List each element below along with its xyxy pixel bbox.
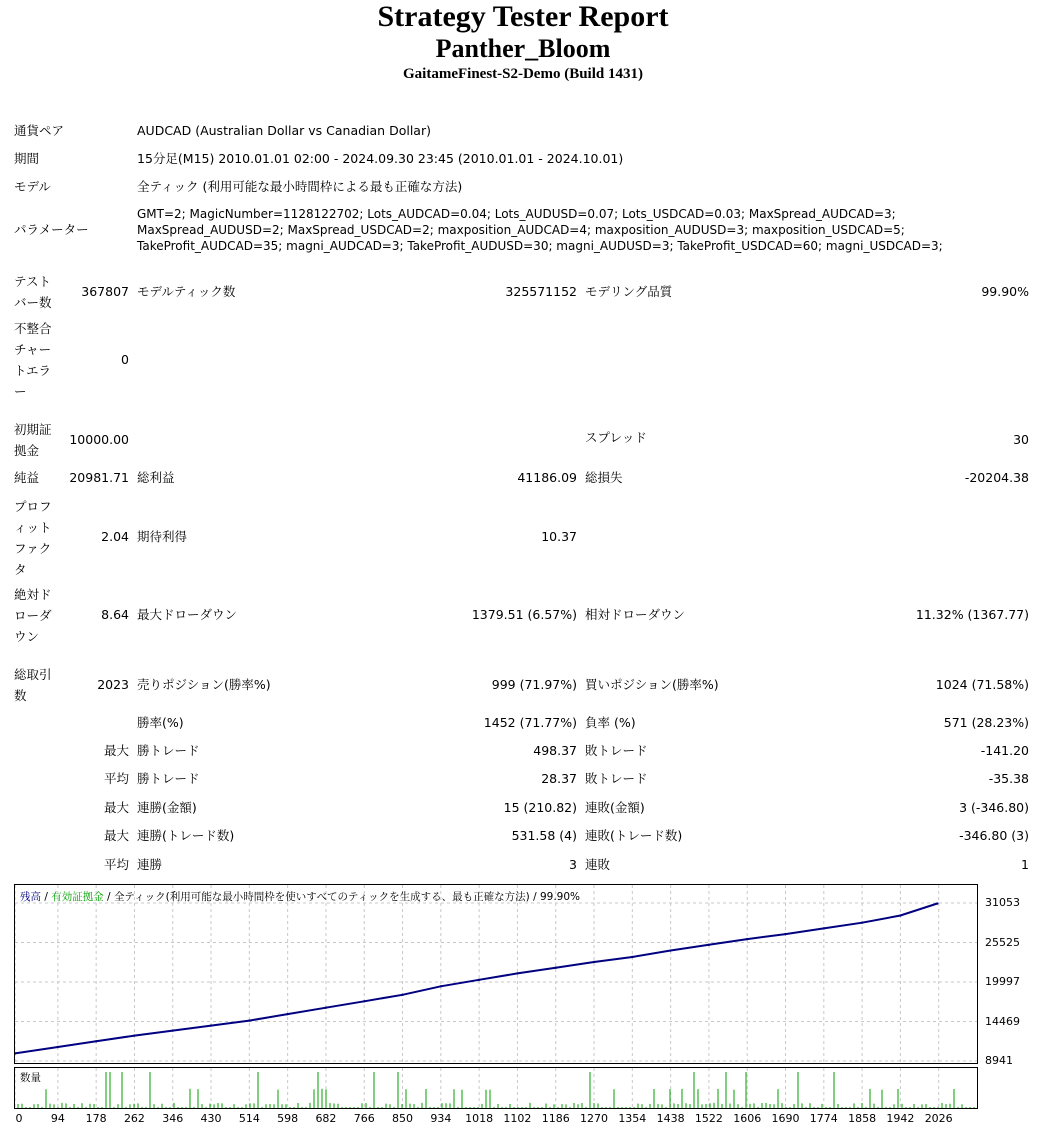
server-name: GaitameFinest-S2-Demo (Build 1431) [403, 66, 643, 82]
ticks-label: モデルティック数 [137, 284, 236, 299]
short-value: 999 (71.97%) [491, 677, 577, 692]
balance-point-22 [861, 921, 863, 923]
deposit-value: 10000.00 [69, 432, 129, 447]
mismatch-label: 不整合チャートエラー [14, 321, 52, 399]
x-tick-label-22: 1858 [848, 1112, 877, 1125]
x-tick-label-7: 598 [277, 1112, 299, 1125]
x-tick-label-12: 1018 [465, 1112, 494, 1125]
avg-win-label: 勝トレード [137, 771, 200, 786]
gross-loss-value: -20204.38 [964, 470, 1029, 485]
balance-point-15 [593, 961, 595, 963]
params-line-2: MaxSpread_AUDUSD=2; MaxSpread_USDCAD=2; maxposition_AUDCAD=4; maxposition_AUDUSD=3; maxposition_USDCAD=5; [137, 223, 905, 237]
max-loss-label: 敗トレード [585, 743, 648, 758]
period-label: 期間 [14, 151, 40, 166]
balance-point-21 [823, 927, 825, 929]
ticks-value: 325571152 [505, 284, 577, 299]
x-tick-label-20: 1690 [771, 1112, 800, 1125]
balance-point-7 [286, 1013, 288, 1015]
report-title: Strategy Tester Report [377, 0, 669, 33]
max-win-value: 498.37 [533, 743, 577, 758]
balance-point-5 [210, 1024, 212, 1026]
x-tick-label-0: 0 [15, 1112, 23, 1125]
x-tick-label-21: 1774 [809, 1112, 838, 1125]
ea-name: Panther_Bloom [435, 34, 611, 63]
max-consec-loss2-label: 連敗(トレード数) [585, 828, 683, 843]
max-dd-value: 1379.51 (6.57%) [471, 607, 577, 622]
x-tick-label-6: 514 [238, 1112, 260, 1125]
expected-label: 期待利得 [137, 529, 188, 544]
balance-point-9 [363, 1000, 365, 1002]
spread-value: 30 [1013, 432, 1029, 447]
avg-consec-loss-value: 1 [1021, 857, 1029, 872]
balance-chart-svg [15, 885, 977, 1063]
deposit-label: 初期証拠金 [14, 422, 52, 458]
chart-legend [20, 889, 580, 904]
x-tick-label-17: 1438 [656, 1112, 685, 1125]
max-consec-loss2-value: -346.80 (3) [959, 828, 1029, 843]
lossrate-value: 571 (28.23%) [943, 715, 1029, 730]
x-tick-label-9: 766 [353, 1112, 375, 1125]
volume-chart-svg [15, 1068, 977, 1108]
long-label: 買いポジション(勝率%) [585, 677, 719, 692]
avg-loss-label: 敗トレード [585, 771, 648, 786]
spread-label: スプレッド [585, 430, 647, 445]
y-tick-label-0: 31053 [985, 896, 1020, 909]
legend-sep-1: / [41, 891, 52, 903]
balance-point-11 [440, 985, 442, 987]
trades-label: 総取引数 [14, 667, 52, 703]
x-tick-label-14: 1186 [541, 1112, 570, 1125]
x-tick-label-23: 1942 [886, 1112, 915, 1125]
balance-point-2 [95, 1040, 97, 1042]
gross-profit-value: 41186.09 [517, 470, 577, 485]
max-win-label: 勝トレード [137, 743, 200, 758]
avg-consec-loss-label: 連敗 [585, 857, 611, 872]
max-consec-win2-label: 連勝(トレード数) [137, 828, 235, 843]
gross-loss-label: 総損失 [585, 470, 623, 485]
avg-consec-win-value: 3 [569, 857, 577, 872]
balance-point-19 [746, 938, 748, 940]
balance-point-4 [172, 1029, 174, 1031]
max-prefix-3: 最大 [103, 828, 129, 843]
max-prefix-2: 最大 [103, 800, 129, 815]
max-consec-win-value: 15 (210.82) [503, 800, 577, 815]
abs-dd-value: 8.64 [101, 607, 129, 622]
params-line-3: TakeProfit_AUDCAD=35; magni_AUDCAD=3; TakeProfit_AUDUSD=30; magni_AUDUSD=3; TakeProfit_USDCAD=60; magni_USDCAD=3; [137, 239, 943, 253]
balance-point-1 [57, 1046, 59, 1048]
avg-consec-win-label: 連勝 [137, 857, 163, 872]
balance-point-16 [631, 956, 633, 958]
report-header [0, 0, 1046, 84]
rel-dd-value: 11.32% (1367.77) [915, 607, 1029, 622]
legend-sep-3: / [529, 891, 540, 903]
avg-prefix-2: 平均 [103, 857, 129, 872]
winrate-label: 勝率(%) [137, 715, 184, 730]
balance-point-17 [669, 949, 671, 951]
balance-point-8 [325, 1007, 327, 1009]
rel-dd-label: 相対ドローダウン [585, 607, 686, 622]
abs-dd-label: 絶対ドローダウン [14, 587, 52, 644]
pair-label: 通貨ペア [14, 123, 65, 138]
pf-label: プロフィットファクタ [14, 499, 52, 577]
avg-prefix: 平均 [103, 771, 129, 786]
volume-label: 数量 [20, 1072, 41, 1084]
quality-label: モデリング品質 [585, 284, 673, 299]
lossrate-label: 負率 (%) [585, 715, 636, 730]
max-dd-label: 最大ドローダウン [137, 607, 238, 622]
series-balance-line [15, 904, 937, 1054]
trades-value: 2023 [97, 677, 129, 692]
long-value: 1024 (71.58%) [935, 677, 1029, 692]
balance-point-10 [401, 994, 403, 996]
pair-value: AUDCAD (Australian Dollar vs Canadian Dollar) [137, 123, 431, 138]
period-value: 15分足(M15) 2010.01.01 02:00 - 2024.09.30 23:45 (2010.01.01 - 2024.10.01) [137, 151, 624, 166]
pf-value: 2.04 [101, 529, 129, 544]
balance-point-18 [708, 944, 710, 946]
balance-point-3 [133, 1034, 135, 1036]
x-tick-label-2: 178 [85, 1112, 107, 1125]
x-tick-label-1: 94 [50, 1112, 65, 1125]
max-consec-win2-value: 531.58 (4) [511, 828, 577, 843]
balance-point-23 [899, 914, 901, 916]
expected-value: 10.37 [541, 529, 577, 544]
quality-value: 99.90% [981, 284, 1029, 299]
legend-model: 全ティック(利用可能な最小時間枠を使いすべてのティックを生成する、最も正確な方法) [113, 891, 530, 903]
model-label: モデル [14, 179, 51, 194]
params-line-1: GMT=2; MagicNumber=1128122702; Lots_AUDCAD=0.04; Lots_AUDUSD=0.07; Lots_USDCAD=0.03; MaxSpread_AUDCAD=3; [137, 207, 896, 221]
balance-point-24 [936, 902, 938, 904]
balance-point-6 [248, 1019, 250, 1021]
y-tick-label-1: 25525 [985, 935, 1020, 949]
x-tick-label-15: 1270 [580, 1112, 609, 1125]
x-tick-label-8: 682 [315, 1112, 337, 1125]
legend-sep-2: / [103, 891, 114, 903]
net-label: 純益 [14, 470, 40, 485]
bars-label: テストバー数 [14, 274, 52, 310]
x-tick-label-24: 2026 [924, 1112, 953, 1125]
x-tick-label-4: 346 [162, 1112, 184, 1125]
max-consec-loss-label: 連敗(金額) [585, 800, 645, 815]
bars-value: 367807 [81, 284, 129, 299]
avg-loss-value: -35.38 [988, 771, 1029, 786]
x-tick-label-18: 1522 [694, 1112, 723, 1125]
balance-chart [14, 884, 978, 1064]
y-tick-label-3: 14469 [985, 1014, 1020, 1028]
legend-balance: 残高 [20, 891, 41, 903]
y-tick-label-2: 19997 [985, 975, 1020, 988]
params-label: パラメーター [14, 222, 89, 237]
max-loss-value: -141.20 [980, 743, 1029, 758]
x-tick-label-16: 1354 [618, 1112, 647, 1125]
x-tick-label-11: 934 [430, 1112, 452, 1125]
model-value: 全ティック (利用可能な最小時間枠による最も正確な方法) [137, 179, 463, 194]
x-tick-label-5: 430 [200, 1112, 222, 1125]
volume-chart [14, 1067, 978, 1109]
gross-profit-label: 総利益 [137, 470, 175, 485]
net-value: 20981.71 [69, 470, 129, 485]
winrate-value: 1452 (71.77%) [483, 715, 577, 730]
x-tick-label-10: 850 [392, 1112, 414, 1125]
max-prefix: 最大 [103, 743, 129, 758]
mismatch-value: 0 [121, 352, 129, 367]
max-consec-win-label: 連勝(金額) [137, 800, 197, 815]
x-tick-label-19: 1606 [733, 1112, 762, 1125]
y-tick-label-4: 8941 [985, 1054, 1013, 1067]
max-consec-loss-value: 3 (-346.80) [959, 800, 1029, 815]
legend-equity: 有効証拠金 [51, 891, 104, 903]
balance-point-13 [516, 972, 518, 974]
short-label: 売りポジション(勝率%) [137, 677, 271, 692]
x-tick-label-3: 262 [123, 1112, 145, 1125]
legend-quality: 99.90% [539, 891, 581, 903]
balance-point-20 [784, 933, 786, 935]
balance-point-12 [478, 979, 480, 981]
x-tick-label-13: 1102 [503, 1112, 532, 1125]
balance-point-14 [555, 966, 557, 968]
avg-win-value: 28.37 [541, 771, 577, 786]
